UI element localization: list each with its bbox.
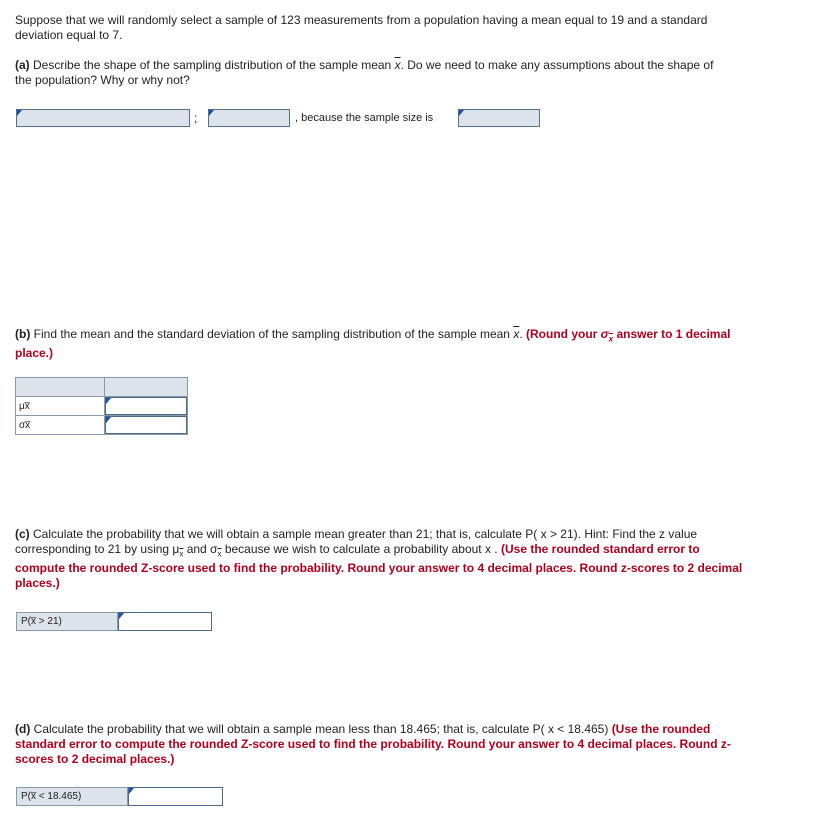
part-a-question-3: the population? Why or why not? xyxy=(15,73,190,87)
part-b-question-text: Find the mean and the standard deviation of the sampling distribution of the sample mean xyxy=(33,327,510,341)
part-c-question xyxy=(15,527,800,591)
part-d-question xyxy=(15,722,800,767)
part-d-line-2: standard error to compute the rounded Z-score used to find the probability. Round your answer to 4 decimal places. Round z- xyxy=(15,737,731,751)
prob-less-label: P(x̅ < 18.465) xyxy=(16,787,128,806)
sigma-symbol: $\sigma_{\overline{x}}$ xyxy=(600,327,614,344)
mu-xbar-label: μx̅ xyxy=(16,397,105,416)
table-header-cell xyxy=(16,378,105,397)
part-a-question xyxy=(15,58,800,88)
intro-text xyxy=(15,13,800,43)
part-c-line-2a: corresponding to 21 by using μ xyxy=(15,542,180,556)
sample-size-dropdown[interactable] xyxy=(458,109,540,127)
part-d-line-1a: Calculate the probability that we will obtain a sample mean less than 18.465; that is, calculate P( x < 18.465) xyxy=(33,722,609,736)
dropdown-marker-icon xyxy=(459,110,464,116)
because-text: , because the sample size is xyxy=(295,112,434,124)
xbar-symbol: $\overline{x}$ xyxy=(513,327,520,341)
xbar-symbol: $\overline{x}$ xyxy=(394,58,401,72)
part-c-label: (c) xyxy=(15,527,30,541)
part-b-instruction-2: answer to 1 decimal xyxy=(616,327,731,341)
part-c-line-4: places.) xyxy=(15,576,60,591)
input-marker-icon xyxy=(119,613,124,619)
input-marker-icon xyxy=(106,417,111,423)
part-d-line-1b: (Use the rounded xyxy=(611,722,711,736)
prob-greater-label: P(x̅ > 21) xyxy=(16,612,118,631)
input-marker-icon xyxy=(106,398,111,404)
dropdown-marker-icon xyxy=(17,110,22,116)
prob-greater-input[interactable] xyxy=(118,612,212,631)
part-c-line-2b: and σ xyxy=(186,542,218,556)
xbar-subscript: x xyxy=(217,549,222,559)
part-a-label: (a) xyxy=(15,58,30,72)
period: . xyxy=(519,327,523,341)
part-a-question-2: . Do we need to make any assumptions about the shape of xyxy=(400,58,714,72)
part-b-label: (b) xyxy=(15,327,31,341)
part-a-question-1: Describe the shape of the sampling distribution of the sample mean xyxy=(33,58,392,72)
part-c-line-2d: (Use the rounded standard error to xyxy=(500,542,700,556)
table-header-cell xyxy=(105,378,188,397)
xbar-subscript: x xyxy=(179,549,184,559)
part-c-line-3: compute the rounded Z-score used to find the probability. Round your answer to 4 decimal places. Round z-scores to 2 decimal xyxy=(15,561,743,576)
sigma-xbar-label: σx̅ xyxy=(16,416,105,435)
mu-xbar-input[interactable] xyxy=(105,397,188,416)
intro-line-1: Suppose that we will randomly select a sample of 123 measurements from a population having a mean equal to 19 and a standard xyxy=(15,13,708,27)
part-d-label: (d) xyxy=(15,722,31,736)
input-marker-icon xyxy=(129,788,134,794)
dropdown-marker-icon xyxy=(209,110,214,116)
part-b-instruction-3: place.) xyxy=(15,346,54,361)
sigma-label: σ xyxy=(600,327,609,341)
prob-less-input[interactable] xyxy=(128,787,223,806)
part-c-line-2c: because we wish to calculate a probability about x . xyxy=(224,542,498,556)
part-c-line-1: Calculate the probability that we will obtain a sample mean greater than 21; that is, calculate P( x > 21). Hint: Find the z value xyxy=(33,527,698,541)
part-b-instruction-1: (Round your xyxy=(526,327,598,341)
part-b-question xyxy=(15,327,800,361)
part-d-line-3: scores to 2 decimal places.) xyxy=(15,752,175,766)
assumption-dropdown[interactable] xyxy=(208,109,290,127)
semicolon-separator: ; xyxy=(194,111,198,125)
shape-dropdown[interactable] xyxy=(16,109,190,127)
intro-line-2: deviation equal to 7. xyxy=(15,28,123,42)
sigma-xbar-input[interactable] xyxy=(105,416,188,435)
mean-sd-table xyxy=(15,377,188,435)
